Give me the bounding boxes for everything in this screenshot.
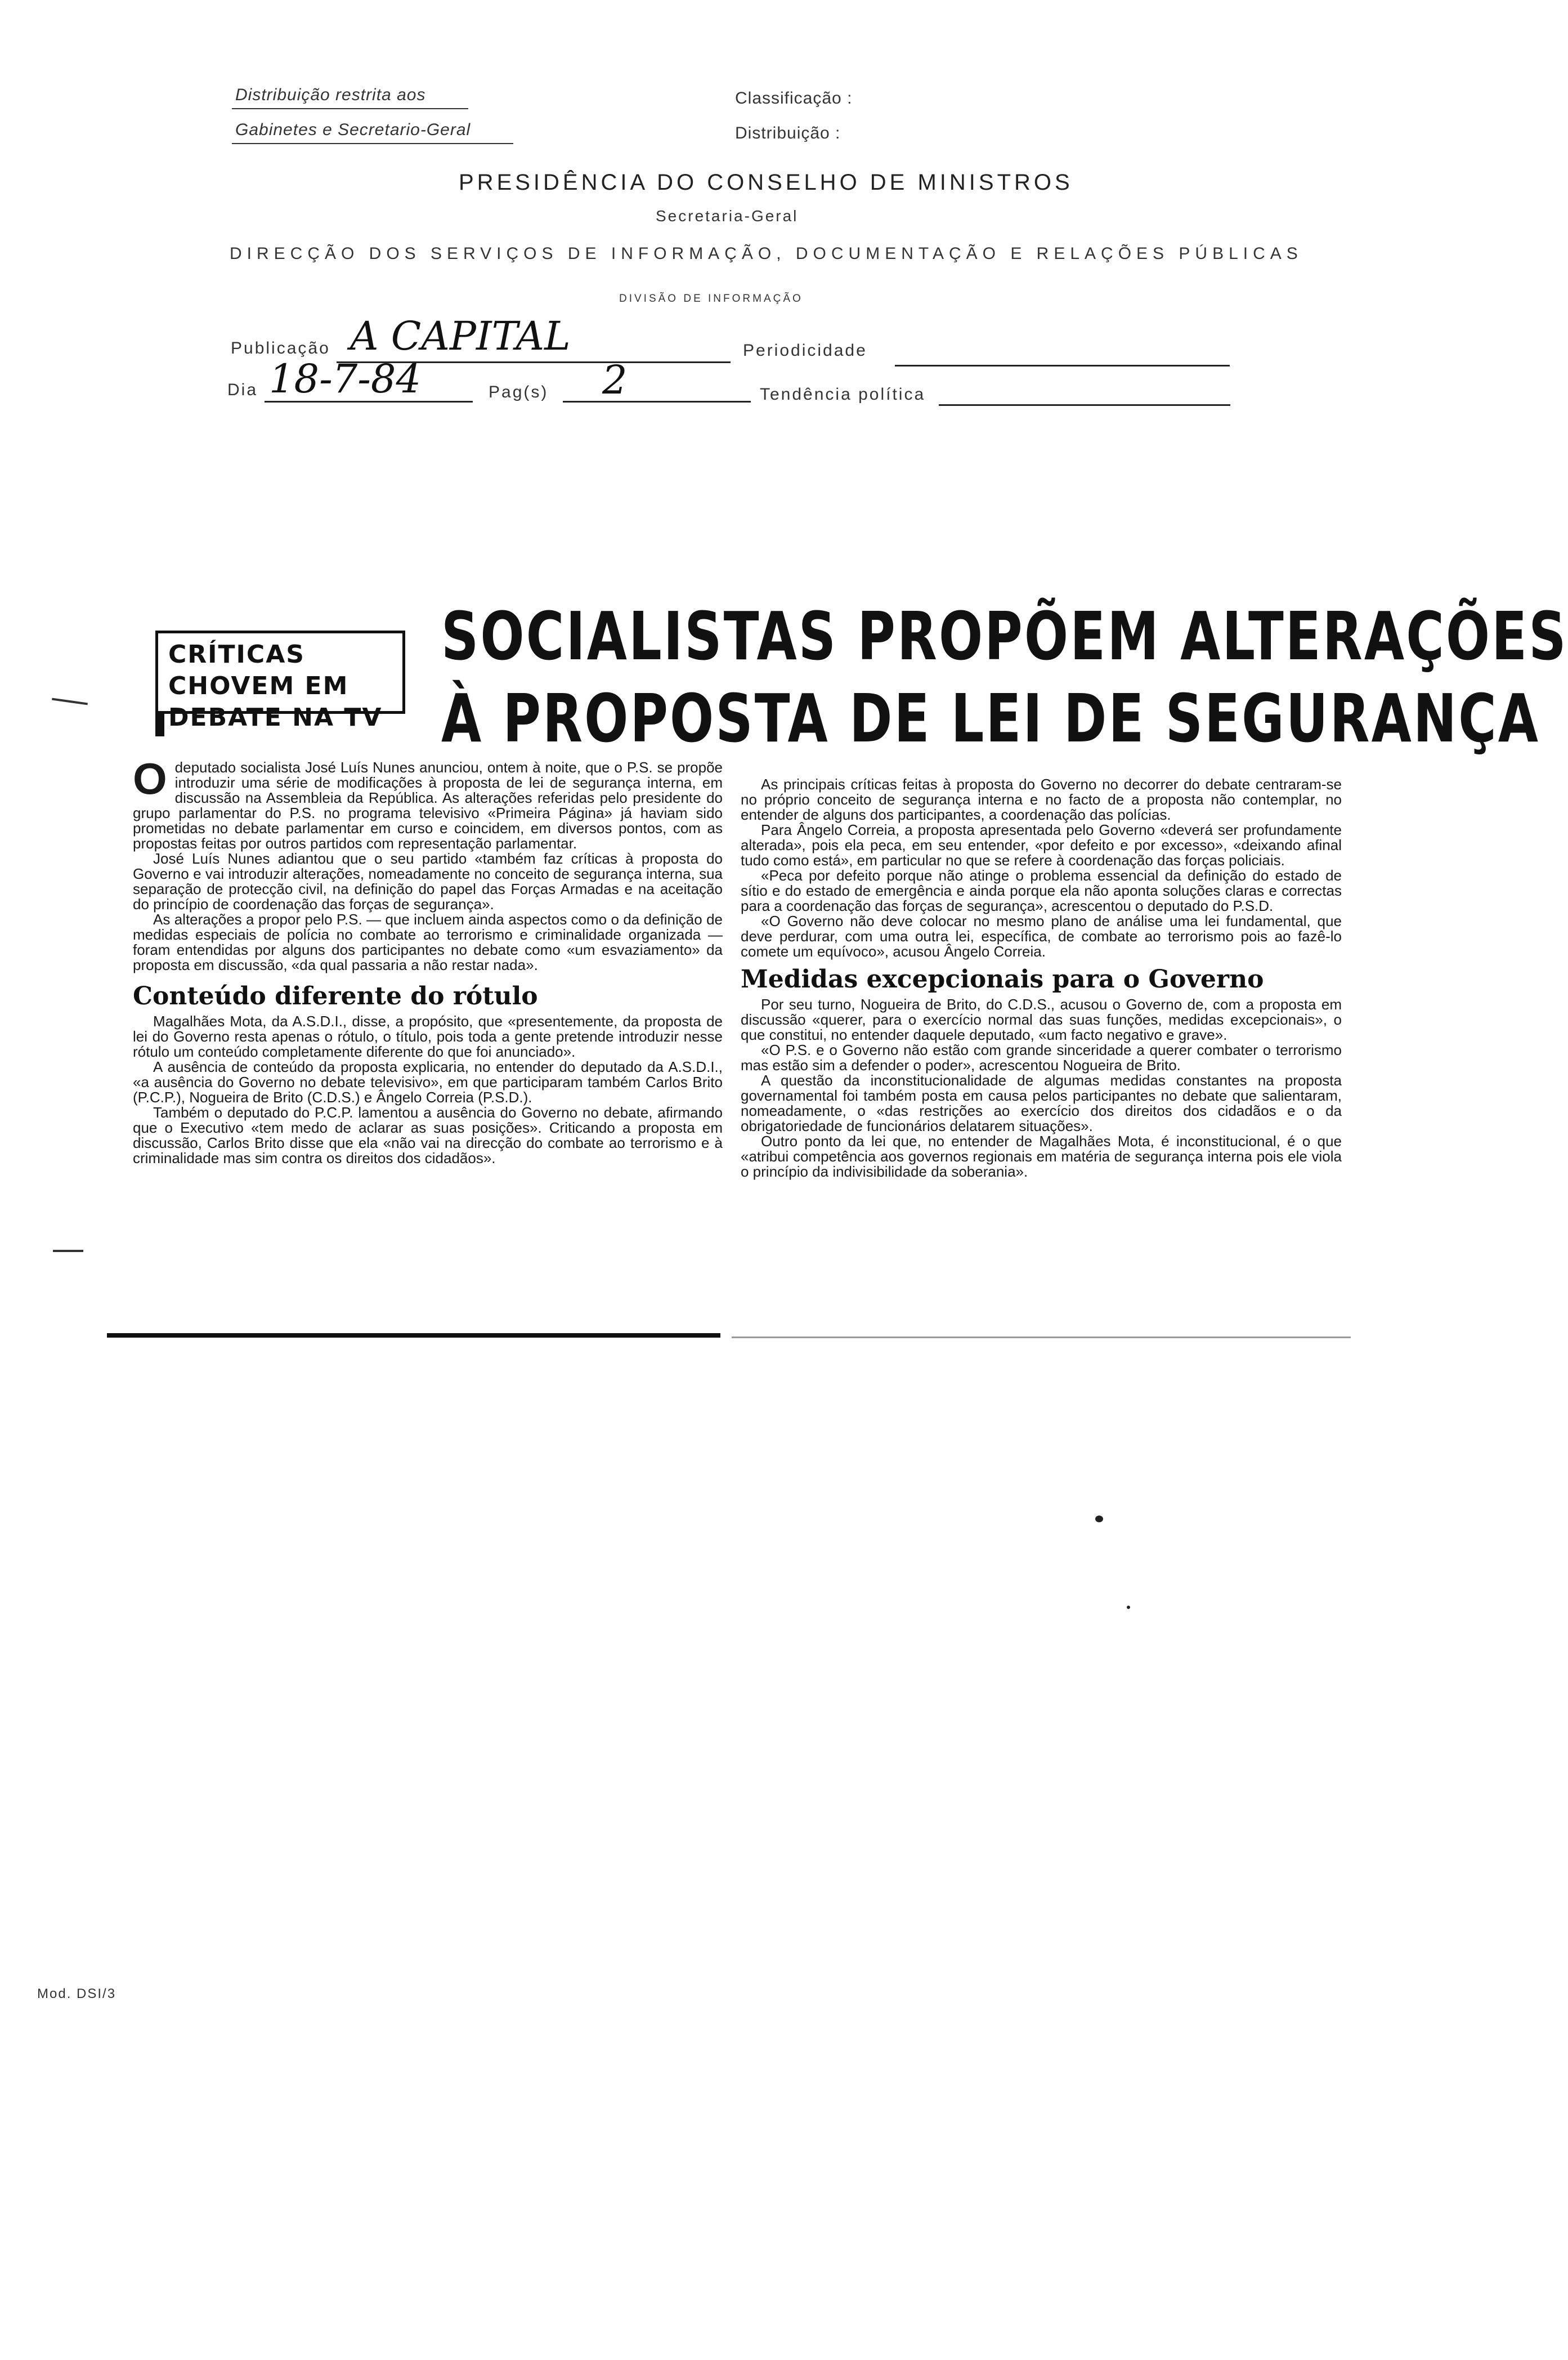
- kicker-box-shadow: [155, 714, 164, 736]
- page-title: PRESIDÊNCIA DO CONSELHO DE MINISTROS: [459, 170, 1073, 195]
- subheading: Medidas excepcionais para o Governo: [741, 965, 1264, 994]
- paragraph: A questão da inconstitucionalidade de algumas medidas constantes na proposta governamental foi também posta em causa pelos participantes no debate que salientaram, nomeadamente, o «das restrições ao exercício dos direitos dos cidadãos e o da obrigatoriedade de funcionários delatarem situações».: [741, 1072, 1342, 1134]
- paragraph: Também o deputado do P.C.P. lamentou a ausência do Governo no debate, afirmando que o Executivo «tem medo de aclarar as suas posições». Criticando a proposta em discussão, Carlos Brito disse que ela «não vai na direcção do combate ao terrorismo e à criminalidade mas sim contra os direitos dos cidadãos».: [133, 1104, 723, 1166]
- paragraph: Para Ângelo Correia, a proposta apresentada pelo Governo «deverá ser profundamente alterada», pois ela peca, em seu entender, «por defeito e por excesso», «deixando afinal tudo como está», em particular no que se refere à coordenação das forças policiais.: [741, 821, 1342, 869]
- tendencia-line: [939, 404, 1230, 406]
- article-column-2: [741, 777, 1342, 1179]
- pagina-label: Pag(s): [489, 383, 549, 401]
- direccao-servicos: DIRECÇÃO DOS SERVIÇOS DE INFORMAÇÃO, DOCUMENTAÇÃO E RELAÇÕES PÚBLICAS: [230, 244, 1303, 263]
- article-headline-line2: À PROPOSTA DE LEI DE SEGURANÇA: [441, 680, 1540, 757]
- paragraph: As alterações a propor pelo P.S. — que incluem ainda aspectos como o da definição de medidas especiais de polícia no combate ao terrorismo e criminalidade organizada — foram entendidas por alguns dos participantes no debate como «um esvaziamento» da proposta em discussão, «da qual passaria a não restar nada».: [133, 911, 723, 973]
- paragraph: A ausência de conteúdo da proposta explicaria, no entender do deputado da A.S.D.I., «a ausência do Governo no debate televisivo», em que participaram também Carlos Brito (P.C.P.), Nogueira de Brito (C.D.S.) e Ângelo Correia (P.S.D.).: [133, 1058, 723, 1106]
- paragraph: Por seu turno, Nogueira de Brito, do C.D.S., acusou o Governo de, com a proposta em discussão «querer, para o exercício normal das suas funções, medidas excepcionais», o que constitui, no entender daquele deputado, «um facto negativo e grave».: [741, 996, 1342, 1043]
- dia-value-handwritten: 18-7-84: [269, 356, 421, 402]
- dia-line: [265, 401, 473, 403]
- paragraph: «Peca por defeito porque não atinge o problema essencial da definição do estado de sítio e do estado de emergência e ainda porque ela não aponta soluções claras e correctas para a coordenação das forças de segurança», acrescentou o deputado do P.S.D.: [741, 867, 1342, 914]
- pagina-line: [563, 401, 751, 403]
- article-column-1: [133, 754, 723, 1166]
- paragraph: «O P.S. e o Governo não estão com grande sinceridade a querer combater o terrorismo mas estão sim a defender o poder», acrescentou Nogueira de Brito.: [741, 1042, 1342, 1074]
- secretaria-geral: Secretaria-Geral: [656, 207, 799, 225]
- clipping-bottom-rule: [107, 1333, 720, 1338]
- article-kicker-box: CRÍTICAS CHOVEM EM DEBATE NA TV: [155, 631, 405, 714]
- dia-label: Dia: [227, 381, 258, 399]
- pagina-value-handwritten: 2: [602, 357, 628, 403]
- scan-mark: [53, 1250, 83, 1252]
- divisao-informacao: DIVISÃO DE INFORMAÇÃO: [619, 293, 803, 305]
- scan-speck: [1095, 1516, 1103, 1522]
- paragraph: «O Governo não deve colocar no mesmo plano de análise uma lei fundamental, que deve perdurar, com uma outra lei, específica, de combate ao terrorismo pois ao fazê-lo comete um equívoco», acusou Ângelo Correia.: [741, 913, 1342, 960]
- distribution-label: Distribuição :: [735, 124, 841, 142]
- classification-label: Classificação :: [735, 89, 853, 108]
- paragraph: Magalhães Mota, da A.S.D.I., disse, a propósito, que «presentemente, da proposta de lei do Governo resta apenas o rótulo, o título, pois toda a gente pretende introduzir nesse rótulo um conteúdo completamente diferente do que foi anunciado».: [133, 1013, 723, 1060]
- underline: [232, 143, 513, 144]
- article-headline-line1: SOCIALISTAS PROPÕEM ALTERAÇÕES: [441, 597, 1568, 675]
- clipping-bottom-rule-faint: [732, 1337, 1351, 1338]
- underline: [232, 108, 468, 109]
- tendencia-label: Tendência política: [760, 385, 926, 404]
- subheading: Conteúdo diferente do rótulo: [133, 982, 538, 1011]
- distribution-restriction-line1: Distribuição restrita aos: [235, 86, 426, 104]
- paragraph: deputado socialista José Luís Nunes anunciou, ontem à noite, que o P.S. se propõe introduzir uma série de modificações à proposta de lei de segurança interna, em discussão na Assembleia da República. As alterações referidas pelo presidente do grupo parlamentar do P.S. no programa televisivo «Primeira Página» já haviam sido prometidas no debate parlamentar em curso e coincidem, em diversos pontos, com as propostas feitas por outros partidos com representação parlamentar.: [133, 759, 723, 852]
- paragraph: José Luís Nunes adiantou que o seu partido «também faz críticas à proposta do Governo e vai introduzir alterações, nomeadamente no conceito de segurança interna, sua separação de protecção civil, na definição do papel das Forças Armadas e na aceitação do princípio de coordenação das forças de segurança».: [133, 850, 723, 913]
- dropcap: O: [133, 754, 167, 803]
- distribution-restriction-line2: Gabinetes e Secretario-Geral: [235, 120, 471, 139]
- scan-mark: [52, 698, 88, 705]
- form-code: Mod. DSI/3: [37, 1986, 117, 2001]
- periodicidade-line: [895, 365, 1230, 366]
- publicacao-value-handwritten: A CAPITAL: [350, 313, 571, 359]
- periodicidade-label: Periodicidade: [743, 341, 867, 360]
- scan-speck: [1127, 1606, 1130, 1609]
- paragraph: Outro ponto da lei que, no entender de Magalhães Mota, é inconstitucional, é o que «atribui competência aos governos regionais em matéria de segurança interna pois ele viola o princípio da indivisibilidade da soberania».: [741, 1133, 1342, 1180]
- publicacao-label: Publicação: [231, 339, 330, 357]
- paragraph: As principais críticas feitas à proposta do Governo no decorrer do debate centraram-se no próprio conceito de segurança interna e no facto de a proposta não contemplar, no entender de alguns dos participantes, a coordenação das polícias.: [741, 776, 1342, 823]
